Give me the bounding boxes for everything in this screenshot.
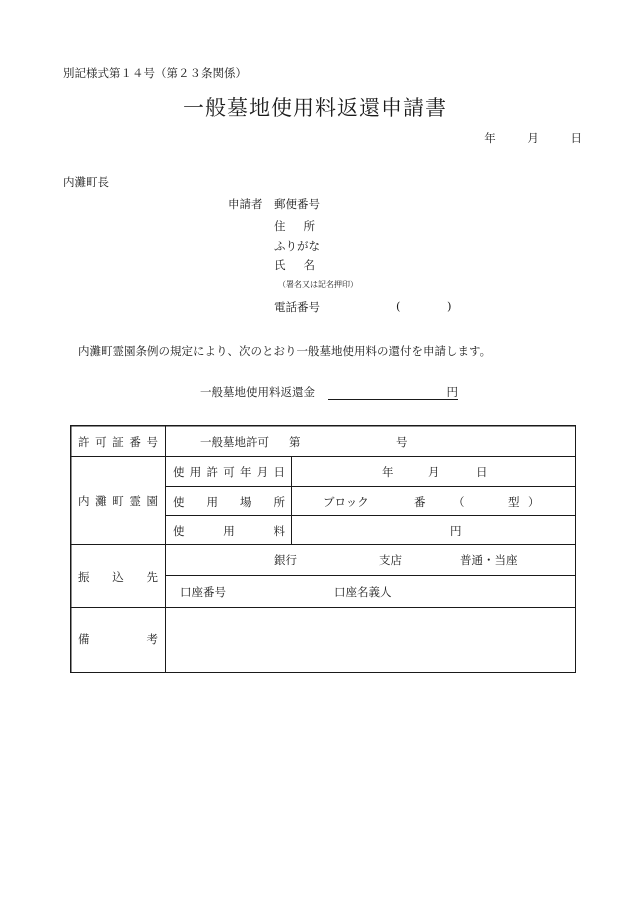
plot-number-label[interactable]: 番: [414, 495, 426, 509]
addressee: 内灘町長: [63, 175, 109, 189]
remarks-label: 備 考: [78, 632, 158, 646]
permit-dai-label[interactable]: 第: [289, 435, 301, 449]
address-label: 住所: [274, 219, 333, 233]
date-year-label: 年: [484, 131, 496, 145]
application-date[interactable]: [456, 130, 582, 146]
date-month-label: 月: [527, 131, 539, 145]
phone-paren-close: ): [447, 299, 452, 313]
permit-go-label: 号: [396, 435, 408, 449]
account-type-label[interactable]: 普通・当座: [460, 553, 518, 567]
postal-code-label: 郵便番号: [274, 197, 320, 211]
permit-date-month[interactable]: 月: [428, 465, 440, 479]
refund-amount-label: 一般墓地使用料返還金: [200, 385, 315, 399]
type-paren-open: （: [453, 495, 465, 509]
name-label: 氏名: [274, 258, 333, 272]
permit-date-day[interactable]: 日: [476, 465, 488, 479]
applicant-label: 申請者: [228, 197, 263, 211]
form-number-note: 別記様式第１４号（第２３条関係）: [63, 66, 247, 80]
signature-note: （署名又は記名押印）: [278, 280, 358, 289]
remarks-field[interactable]: [168, 610, 573, 670]
transfer-destination-label: 振 込 先: [78, 570, 158, 584]
branch-label[interactable]: 支店: [379, 553, 402, 567]
type-paren-close: ）: [528, 495, 540, 509]
permit-date-label: 使 用 許 可 年 月 日: [173, 465, 285, 479]
use-fee-label: 使 用 料: [173, 524, 285, 538]
account-number-label[interactable]: 口座番号: [180, 585, 226, 599]
use-fee-unit[interactable]: 円: [450, 524, 462, 538]
phone-label: 電話番号: [274, 300, 320, 314]
refund-amount-field[interactable]: [328, 384, 458, 400]
block-label[interactable]: ブロック: [323, 495, 369, 509]
account-holder-label[interactable]: 口座名義人: [334, 585, 392, 599]
application-statement: 内灘町霊園条例の規定により、次のとおり一般墓地使用料の還付を申請します。: [78, 344, 492, 358]
plot-type-label[interactable]: 型: [508, 495, 520, 509]
document-title: 一般墓地使用料返還申請書: [183, 96, 447, 120]
permit-number-label: 許 可 証 番 号: [78, 435, 158, 449]
bank-label[interactable]: 銀行: [274, 553, 297, 567]
use-place-label: 使 用 場 所: [173, 495, 285, 509]
general-permit-text: 一般墓地許可: [200, 435, 269, 449]
refund-unit: 円: [446, 385, 458, 399]
phone-paren-open: (: [396, 299, 401, 313]
furigana-label: ふりがな: [274, 239, 320, 253]
date-day-label: 日: [570, 131, 582, 145]
cemetery-label: 内 灘 町 霊 園: [78, 494, 158, 508]
permit-date-year[interactable]: 年: [382, 465, 394, 479]
application-table: [70, 425, 576, 673]
